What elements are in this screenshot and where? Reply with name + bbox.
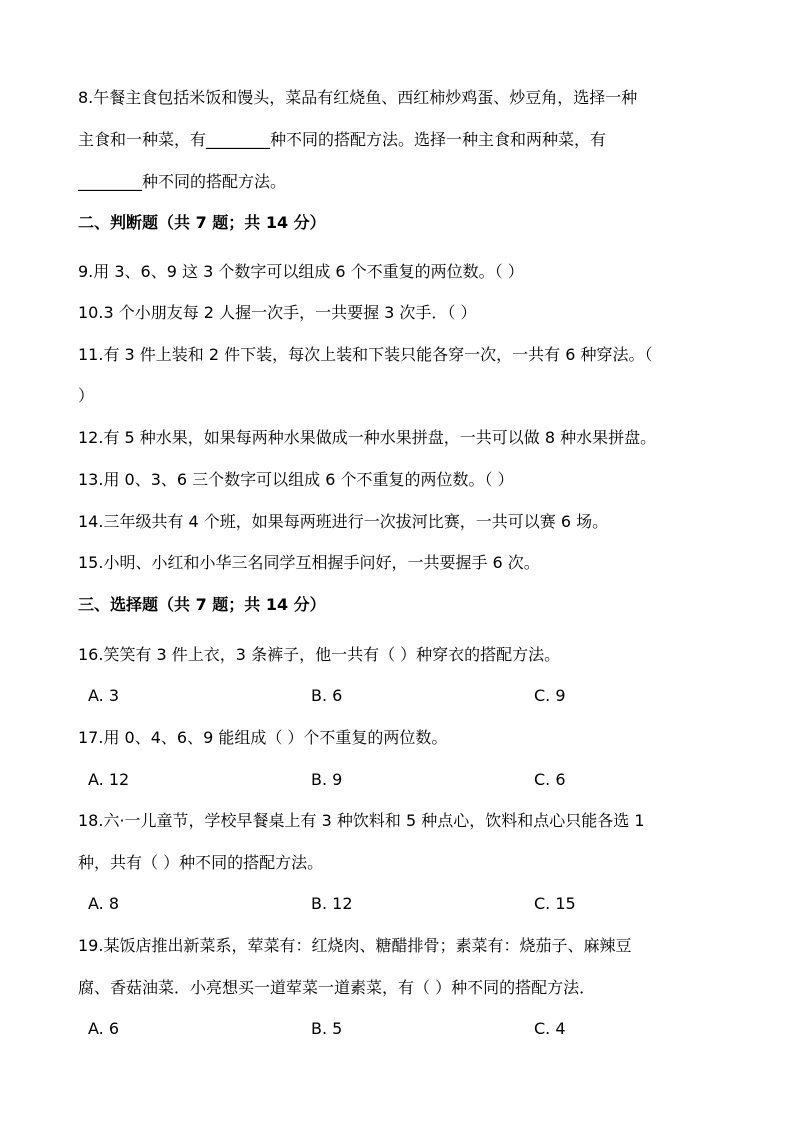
option-a: A. 12 (88, 770, 130, 789)
question-18-line-1: 18.六·一儿童节，学校早餐桌上有 3 种饮料和 5 种点心，饮料和点心只能各选 1 (78, 811, 645, 830)
question-17-options (78, 770, 768, 790)
question-9: 9.用 3、6、9 这 3 个数字可以组成 6 个不重复的两位数。（ ） (78, 262, 524, 281)
option-a: A. 6 (88, 1019, 120, 1038)
option-c: C. 6 (534, 770, 566, 789)
option-b: B. 5 (311, 1019, 343, 1038)
question-8-line-2: 主食和一种菜，有________种不同的搭配方法。选择一种主食和两种菜，有 (78, 130, 607, 149)
question-8-line-3: ________种不同的搭配方法。 (78, 172, 287, 191)
question-18-options (78, 894, 768, 914)
question-11-line-2: ） (78, 386, 95, 405)
option-b: B. 12 (311, 894, 353, 913)
question-19-options (78, 1019, 768, 1039)
option-c: C. 4 (534, 1019, 566, 1038)
section-2-title: 二、判断题（共 7 题；共 14 分） (78, 213, 326, 232)
option-a: A. 3 (88, 686, 120, 705)
question-19-line-2: 腐、香菇油菜．小亮想买一道荤菜一道素菜，有（ ）种不同的搭配方法． (78, 978, 596, 997)
question-12: 12.有 5 种水果，如果每两种水果做成一种水果拼盘，一共可以做 8 种水果拼盘。 (78, 428, 657, 447)
question-10: 10.3 个小朋友每 2 人握一次手，一共要握 3 次手．（ ） (78, 303, 477, 322)
question-17: 17.用 0、4、6、9 能组成（ ）个不重复的两位数。 (78, 728, 448, 747)
question-8-line-1: 8.午餐主食包括米饭和馒头，菜品有红烧鱼、西红柿炒鸡蛋、炒豆角，选择一种 (78, 88, 638, 107)
question-19-line-1: 19.某饭店推出新菜系，荤菜有：红烧肉、糖醋排骨；素菜有：烧茄子、麻辣豆 (78, 936, 632, 955)
option-c: C. 9 (534, 686, 566, 705)
question-13: 13.用 0、3、6 三个数字可以组成 6 个不重复的两位数。（ ） (78, 470, 514, 489)
question-11-line-1: 11.有 3 件上装和 2 件下装，每次上装和下装只能各穿一次，一共有 6 种穿法。（ (78, 345, 653, 364)
question-16: 16.笑笑有 3 件上衣，3 条裤子，他一共有（ ）种穿衣的搭配方法。 (78, 645, 561, 664)
option-b: B. 9 (311, 770, 343, 789)
question-14: 14.三年级共有 4 个班，如果每两班进行一次拔河比赛，一共可以赛 6 场。 (78, 512, 609, 531)
option-c: C. 15 (534, 894, 576, 913)
option-b: B. 6 (311, 686, 343, 705)
section-3-title: 三、选择题（共 7 题；共 14 分） (78, 595, 326, 614)
question-18-line-2: 种，共有（ ）种不同的搭配方法。 (78, 853, 324, 872)
option-a: A. 8 (88, 894, 120, 913)
question-15: 15.小明、小红和小华三名同学互相握手问好，一共要握手 6 次。 (78, 553, 540, 572)
question-16-options (78, 686, 768, 706)
